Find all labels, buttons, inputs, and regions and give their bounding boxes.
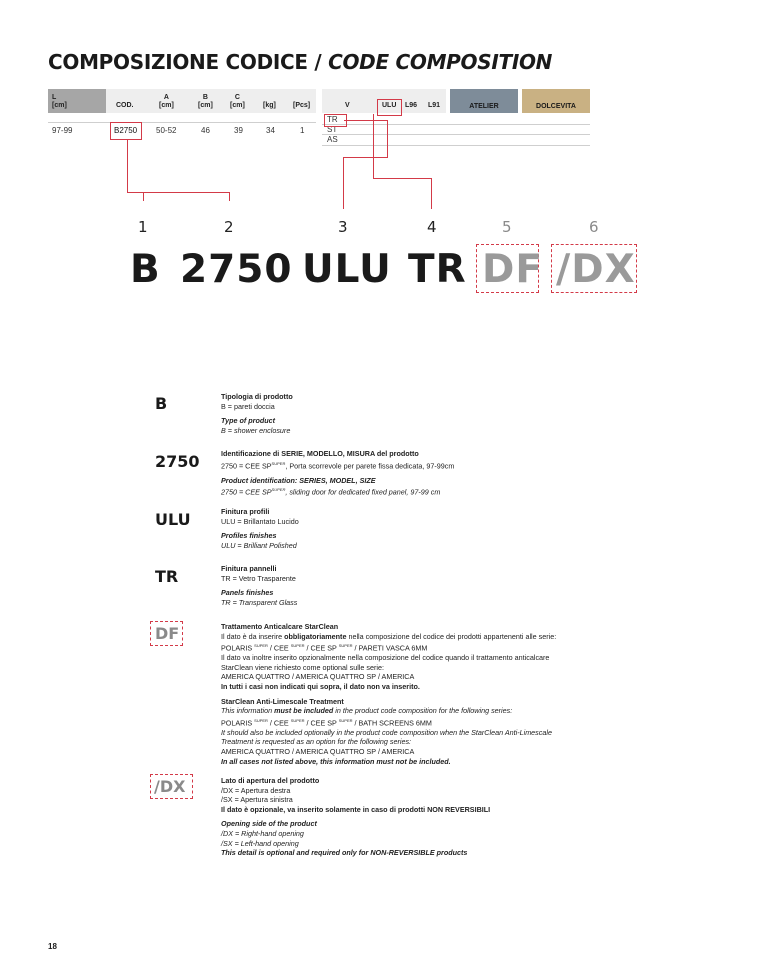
position-number-3: 3: [338, 218, 348, 236]
row-line: [322, 145, 590, 146]
legend-desc-dx: [221, 776, 641, 858]
position-number-5: 5: [502, 218, 512, 236]
connector-4: [431, 178, 432, 209]
legend-df-it-l5: AMERICA QUATTRO / AMERICA QUATTRO SP / AMERICA: [221, 672, 415, 682]
legend-b-it-text: B = pareti doccia: [221, 401, 275, 411]
code-part-ulu: ULU: [302, 247, 392, 292]
legend-desc-ulu: [221, 507, 641, 550]
code-part-b: B: [130, 247, 161, 292]
legend-ulu-it-title: Finitura profili: [221, 507, 270, 516]
header-v: V: [345, 102, 350, 109]
connector-tr-h: [344, 120, 388, 121]
legend-b-it-title: Tipologia di prodotto: [221, 392, 293, 401]
position-number-6: 6: [589, 218, 599, 236]
title-italic: CODE COMPOSITION: [328, 50, 553, 74]
legend-df-it-l4: StarClean viene richiesto come optional sulle serie:: [221, 662, 384, 672]
cell-b: 46: [201, 126, 210, 135]
legend-df-en-l2: POLARIS $^{SUPER}$ / CEE $^{SUPER}$ / CEE SP $^{SUPER}$ / BATH SCREENS 6MM: [221, 717, 432, 728]
legend-df-en-title: StarClean Anti-Limescale Treatment: [221, 696, 344, 706]
connector-ulu-v: [373, 114, 374, 178]
cell-a: 50-52: [156, 126, 177, 135]
legend-code-b: B: [155, 394, 168, 413]
header-dolcevita: DOLCEVITA: [522, 89, 590, 113]
legend-df-en-l4: Treatment is requested as an option for the following series:: [221, 737, 412, 747]
position-number-1: 1: [138, 218, 148, 236]
legend-df-it-l2: POLARIS $^{SUPER}$ / CEE $^{SUPER}$ / CEE SP $^{SUPER}$ / PARETI VASCA 6MM: [221, 643, 428, 653]
legend-df-en-l1: This information must be included in the product code composition for the following series:: [221, 706, 513, 716]
highlight-cod: [110, 122, 142, 140]
cell-l: 97-99: [52, 126, 73, 135]
legend-df-it-l6: In tutti i casi non indicati qui sopra, il dato non va inserito.: [221, 681, 420, 691]
connector-1: [143, 192, 144, 201]
page-title: [48, 50, 552, 74]
legend-b-en-title: Type of product: [221, 416, 276, 426]
header-l96: L96: [405, 102, 418, 109]
legend-df-en-l3: It should also be included optionally in the product code composition when the StarClean Anti-Limescale: [221, 727, 552, 737]
connector-tr-h2: [343, 157, 388, 158]
connector-ulu-h: [373, 178, 432, 179]
legend-code-tr: TR: [155, 567, 179, 586]
connector-tr-v: [387, 120, 388, 157]
position-number-4: 4: [427, 218, 437, 236]
header-l: L [cm]: [52, 94, 67, 109]
highlight-ulu: [377, 99, 402, 116]
legend-dx-en-l1: /DX = Right-hand opening: [221, 828, 304, 838]
legend-dx-it-l1: /DX = Apertura destra: [221, 785, 291, 795]
header-b: B [cm]: [198, 94, 213, 109]
legend-df-en-l5: AMERICA QUATTRO / AMERICA QUATTRO SP / AMERICA: [221, 746, 415, 756]
legend-df-it-l1: Il dato è da inserire obbligatoriamente nella composizione del codice dei prodotti appartenenti alle serie:: [221, 631, 557, 641]
connector-2: [229, 192, 230, 201]
cell-kg: 34: [266, 126, 275, 135]
legend-tr-it-title: Finitura pannelli: [221, 564, 277, 573]
code-part-df: DF: [482, 247, 544, 292]
legend-ulu-it-text: ULU = Brillantato Lucido: [221, 516, 299, 526]
connector-cod: [127, 139, 128, 192]
legend-desc-b: [221, 392, 641, 435]
legend-df-en-l6: In all cases not listed above, this information must not be included.: [221, 756, 451, 766]
cell-v-st: ST: [327, 125, 338, 134]
row-line: [322, 124, 590, 125]
title-main: COMPOSIZIONE CODICE /: [48, 50, 329, 74]
legend-desc-2750: [221, 449, 641, 497]
page-number: 18: [48, 942, 57, 951]
header-ulu: ULU: [382, 102, 397, 109]
legend-2750-it-text: 2750 = CEE $SP^{SUPER}$, Porta scorrevole per parete fissa dedicata, 97-99cm: [221, 460, 455, 470]
header-l91: L91: [428, 102, 441, 109]
legend-df-it-title: Trattamento Anticalcare StarClean: [221, 622, 339, 631]
header-a: A [cm]: [159, 94, 174, 109]
header-cod: COD.: [116, 102, 134, 109]
cell-c: 39: [234, 126, 243, 135]
legend-2750-it-title: Identificazione di SERIE, MODELLO, MISURA del prodotto: [221, 449, 419, 458]
cell-v-as: AS: [327, 135, 338, 144]
legend-df-it-l3: Il dato va inoltre inserito opzionalmente nella composizione del codice quando il trattamento anticalcare: [221, 653, 550, 663]
header-kg: [kg]: [263, 102, 276, 109]
legend-code-ulu: ULU: [155, 510, 191, 529]
header-atelier: ATELIER: [450, 89, 518, 113]
legend-ulu-en-text: ULU = Brilliant Polished: [221, 540, 297, 550]
legend-tr-en-title: Panels finishes: [221, 588, 274, 598]
code-part-dx: /DX: [556, 247, 636, 292]
cell-pcs: 1: [300, 126, 305, 135]
position-number-2: 2: [224, 218, 234, 236]
legend-dx-it-l3: Il dato è opzionale, va inserito solamente in caso di prodotti NON REVERSIBILI: [221, 804, 491, 814]
legend-tr-en-text: TR = Transparent Glass: [221, 597, 298, 607]
row-line: [322, 134, 590, 135]
legend-dx-it-l2: /SX = Apertura sinistra: [221, 795, 293, 805]
legend-b-en-text: B = shower enclosure: [221, 425, 291, 435]
legend-code-dx: /DX: [154, 777, 186, 796]
legend-2750-en-text: 2750 = CEE $SP^{SUPER}$, sliding door for dedicated fixed panel, 97-99 cm: [221, 487, 441, 497]
legend-code-df: DF: [155, 624, 180, 643]
header-pcs: [Pcs]: [293, 102, 311, 109]
header-c: C [cm]: [230, 94, 245, 109]
legend-dx-en-l2: /SX = Left-hand opening: [221, 838, 299, 848]
legend-code-2750: 2750: [155, 452, 200, 471]
legend-dx-it-title: Lato di apertura del prodotto: [221, 776, 320, 785]
connector-3: [343, 157, 344, 209]
row-line: [48, 122, 316, 123]
legend-tr-it-text: TR = Vetro Trasparente: [221, 573, 296, 583]
code-part-tr: TR: [408, 247, 467, 292]
legend-ulu-en-title: Profiles finishes: [221, 531, 277, 541]
cell-cod: B2750: [114, 126, 138, 135]
cell-v-tr: TR: [327, 115, 338, 124]
code-part-2750: 2750: [180, 247, 293, 292]
legend-dx-en-title: Opening side of the product: [221, 819, 317, 829]
legend-2750-en-title: Product identification: SERIES, MODEL, SIZE: [221, 475, 376, 485]
legend-desc-tr: [221, 564, 641, 607]
legend-dx-en-l3: This detail is optional and required only for NON-REVERSIBLE products: [221, 848, 468, 858]
legend-desc-df: [221, 622, 641, 766]
